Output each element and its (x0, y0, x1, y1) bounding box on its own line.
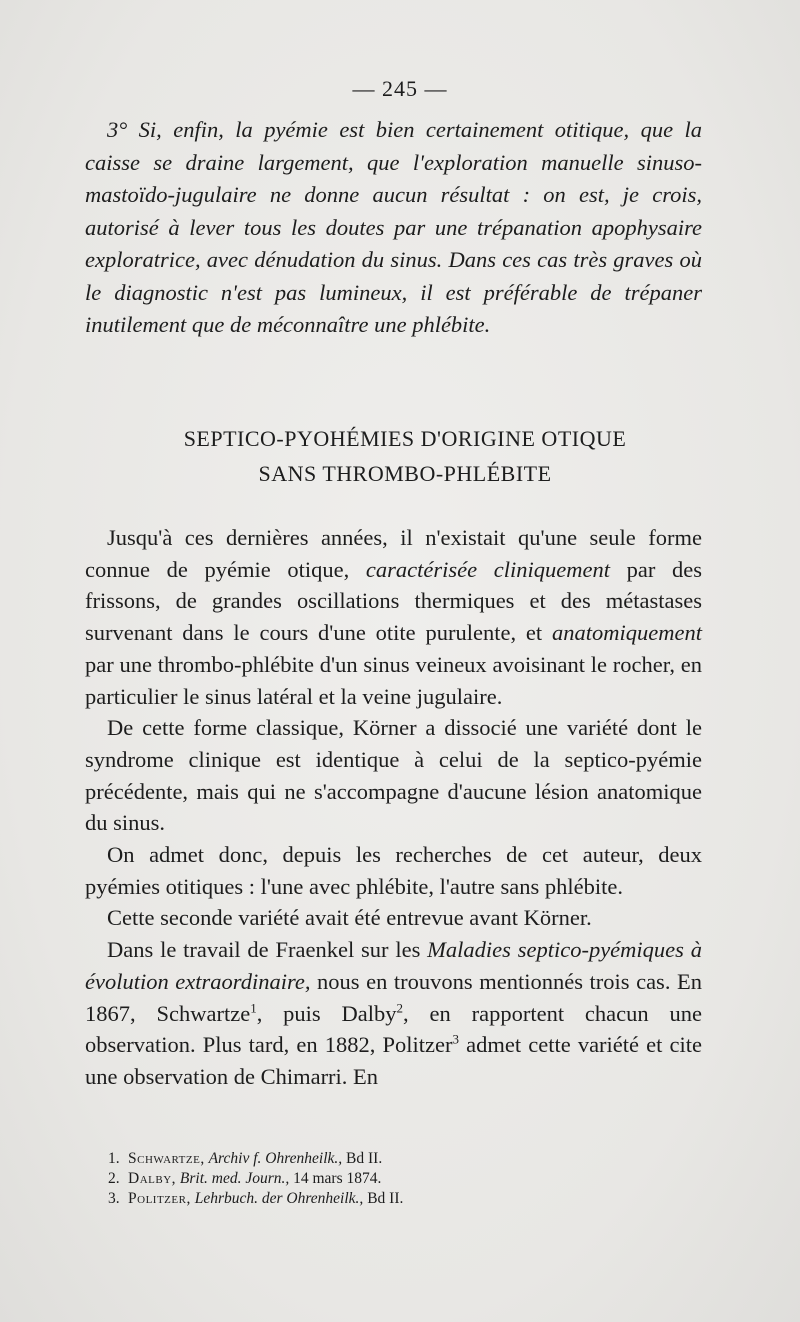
paragraph-5-text-d: , puis Dalby (256, 1000, 397, 1026)
paragraph-5-text-c: nous en trouvons mentionnés trois cas. En 1867, Schwartze (85, 968, 702, 1026)
paragraph-2: De cette forme classique, Körner a dissocié une variété dont le syndrome clinique est identique à celui de la septico-pyémie précédente, mais qui ne s'accompagne d'aucune lésion anatomique du sinus. (85, 715, 702, 836)
footnote-ref: Bd II. (346, 1150, 383, 1167)
footnote-2 (108, 1169, 708, 1189)
paragraph-1-text-c: par des frissons, de grandes oscillations thermiques et des métastases survenant dans le cours d'une otite purulente, et (85, 556, 702, 646)
footnote-number: 3. (108, 1190, 120, 1207)
paragraph-3: On admet donc, depuis les recherches de cet auteur, deux pyémies otitiques : l'une avec phlébite, l'autre sans phlébite. (85, 842, 702, 899)
paragraph-1-italic-d: anatomiquement (552, 620, 702, 646)
intro-paragraph-block (85, 114, 702, 342)
footnote-work: Brit. med. Journ., (179, 1170, 290, 1187)
paragraph-1-text-e: par une thrombo-phlébite d'un sinus veineux avoisinant le rocher, en particulier le sinus latéral et la veine jugulaire. (85, 651, 702, 709)
body-text (85, 522, 702, 1093)
section-heading-line-2: SANS THROMBO-PHLÉBITE (258, 461, 552, 486)
paragraph-5-text-e: , en rapportent chacun une observation. Plus tard, en 1882, Politzer (85, 1000, 702, 1058)
section-heading-line-1: SEPTICO-PYOHÉMIES D'ORIGINE OTIQUE (183, 426, 627, 451)
paragraph-5 (85, 934, 702, 1093)
paragraph-1-text-a: Jusqu'à ces dernières années, il n'existait qu'une seule forme connue de pyémie otique, (85, 525, 702, 582)
footnote-ref-2: 2 (396, 1000, 404, 1016)
footnote-1 (108, 1149, 708, 1169)
footnote-author: Schwartze, (128, 1150, 205, 1167)
paragraph-5-text-f: admet cette variété et cite une observation de Chimarri. En (85, 1032, 702, 1089)
paragraph-1 (85, 522, 702, 712)
intro-paragraph: 3° Si, enfin, la pyémie est bien certainement otitique, que la caisse se draine largement, que l'exploration manuelle sinuso-mastoïdo-jugulaire ne donne aucun résultat : on est, je crois, autorisé à lever tous les doutes par une trépanation apophysaire exploratrice, avec dénudation du sinus. Dans ces cas très graves où le diagnostic n'est pas lumineux, il est préférable de trépaner inutilement que de méconnaître une phlébite. (85, 117, 702, 337)
footnote-ref: 14 mars 1874. (293, 1170, 382, 1187)
footnote-work: Archiv f. Ohrenheilk., (208, 1150, 343, 1167)
footnote-ref-1: 1 (250, 1000, 257, 1016)
paragraph-1-italic-b: caractérisée cliniquement (365, 556, 610, 582)
footnote-3 (108, 1189, 708, 1209)
paragraph-5-italic-b: Maladies septico-pyémiques à évolution extraordinaire, (85, 937, 702, 994)
footnote-work: Lehrbuch. der Ohrenheilk., (194, 1190, 364, 1207)
footnote-author: Politzer, (128, 1190, 191, 1207)
footnote-number: 2. (108, 1170, 120, 1187)
footnotes (108, 1149, 708, 1209)
page-number: — 245 — (352, 76, 448, 101)
paragraph-5-text-a: Dans le travail de Fraenkel sur les (107, 937, 428, 963)
footnote-number: 1. (108, 1150, 120, 1167)
paragraph-4: Cette seconde variété avait été entrevue avant Körner. (107, 905, 592, 931)
footnote-author: Dalby, (128, 1170, 177, 1187)
footnote-ref: Bd II. (367, 1190, 404, 1207)
footnote-ref-3: 3 (452, 1031, 459, 1047)
